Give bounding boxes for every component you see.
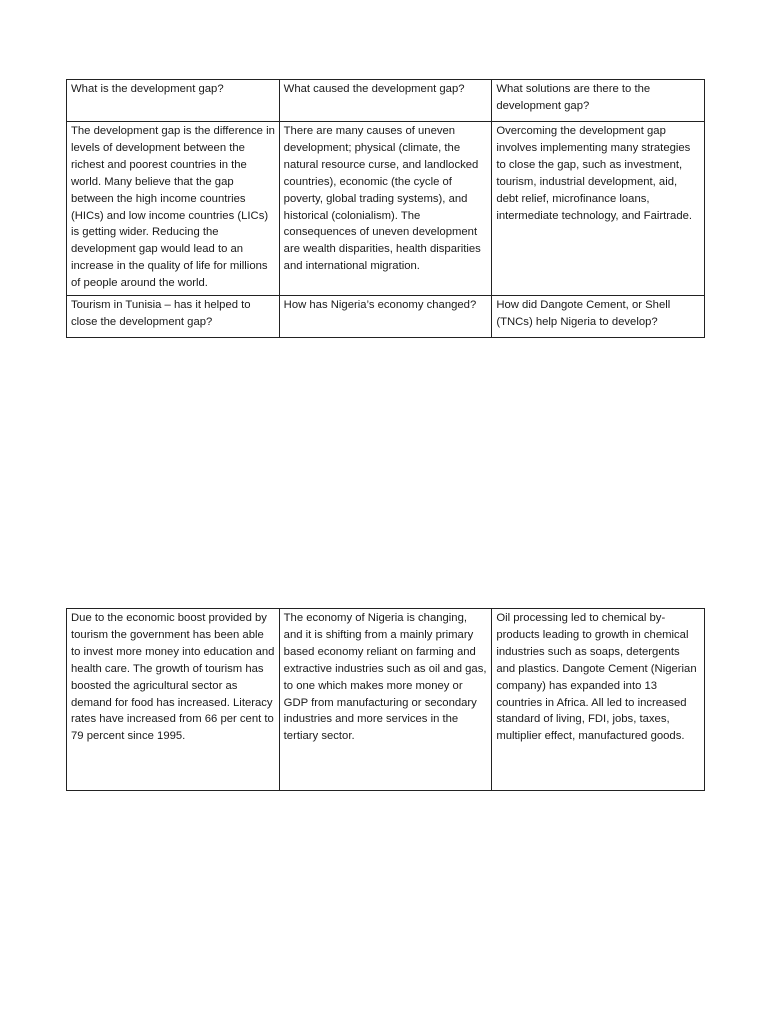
table-row <box>67 296 705 338</box>
table-row <box>67 80 705 122</box>
answer-nigeria-economy: The economy of Nigeria is changing, and it is shifting from a mainly primary based economy reliant on farming and extractive industries such as oil and gas, to one which makes more money or GDP from manufacturing or secondary industries and more services in the tertiary sector. <box>279 609 492 791</box>
answer-what-is-gap: The development gap is the difference in levels of development between the richest and poorest countries in the world. Many believe that the gap between the high income countries (HICs) and low income countries (LICs) is getting wider. Reducing the development gap would lead to an increase in the quality of life for millions of people around the world. <box>67 122 280 296</box>
case-study-answers-table <box>66 608 705 791</box>
table-row <box>67 609 705 791</box>
answer-tunisia-tourism: Due to the economic boost provided by tourism the government has been able to invest more money into education and health care. The growth of tourism has boosted the agricultural sector as demand for food has increased. Literacy rates have increased from 66 per cent to 79 percent since 1995. <box>67 609 280 791</box>
table-row <box>67 122 705 296</box>
question-what-caused-gap: What caused the development gap? <box>279 80 492 122</box>
answer-solutions: Overcoming the development gap involves implementing many strategies to close the gap, such as investment, tourism, industrial development, aid, debt relief, microfinance loans, intermediate technology, and Fairtrade. <box>492 122 705 296</box>
question-tnc-nigeria: How did Dangote Cement, or Shell (TNCs) help Nigeria to develop? <box>492 296 705 338</box>
development-gap-table <box>66 79 705 338</box>
question-nigeria-economy: How has Nigeria’s economy changed? <box>279 296 492 338</box>
question-solutions: What solutions are there to the development gap? <box>492 80 705 122</box>
question-tunisia-tourism: Tourism in Tunisia – has it helped to close the development gap? <box>67 296 280 338</box>
question-what-is-gap: What is the development gap? <box>67 80 280 122</box>
answer-tnc-nigeria: Oil processing led to chemical by-products leading to growth in chemical industries such as soaps, detergents and plastics. Dangote Cement (Nigerian company) has expanded into 13 countries in Africa. All led to increased standard of living, FDI, jobs, taxes, multiplier effect, manufactured goods. <box>492 609 705 791</box>
answer-what-caused-gap: There are many causes of uneven development; physical (climate, the natural resource curse, and landlocked countries), economic (the cycle of poverty, global trading systems), and historical (colonialism). The consequences of uneven development are wealth disparities, health disparities and international migration. <box>279 122 492 296</box>
